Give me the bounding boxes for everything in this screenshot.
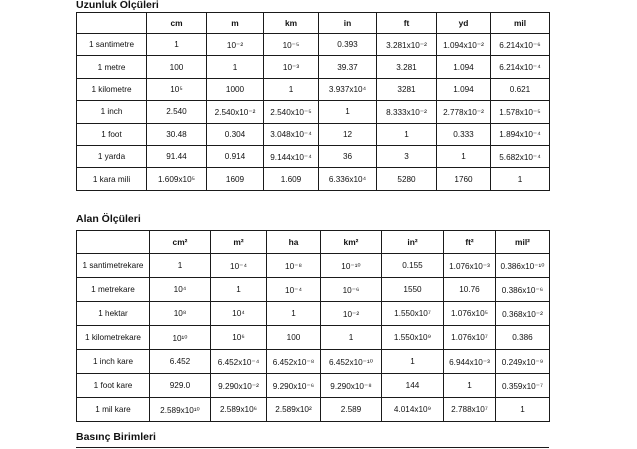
table-row <box>77 254 550 278</box>
value-cell: 1.609x10⁵ <box>147 168 207 190</box>
value-cell: 1 <box>321 326 382 350</box>
table-row <box>77 350 550 374</box>
value-cell: 2.589 <box>321 398 382 422</box>
value-cell: 36 <box>319 145 377 167</box>
value-cell: 6.944x10⁻³ <box>444 350 496 374</box>
value-cell: 8.333x10⁻² <box>377 101 437 123</box>
value-cell: 1 <box>147 34 207 56</box>
length-header-row <box>77 13 550 34</box>
table-row <box>77 168 550 190</box>
unit-header-cell: mil² <box>496 231 550 254</box>
value-cell: 1 <box>444 374 496 398</box>
row-label-cell: 1 inch <box>77 101 147 123</box>
length-table <box>76 12 550 191</box>
value-cell: 12 <box>319 123 377 145</box>
table-row <box>77 101 550 123</box>
unit-header-cell: ft² <box>444 231 496 254</box>
value-cell: 1550 <box>382 278 444 302</box>
value-cell: 0.386x10⁻¹⁰ <box>496 254 550 278</box>
value-cell: 1 <box>264 78 319 100</box>
row-label-cell: 1 foot kare <box>77 374 150 398</box>
unit-header-cell: in² <box>382 231 444 254</box>
unit-header-cell: cm <box>147 13 207 34</box>
value-cell: 3.048x10⁻⁴ <box>264 123 319 145</box>
corner-header-cell <box>77 231 150 254</box>
length-body <box>77 34 550 191</box>
value-cell: 10⁻² <box>207 34 264 56</box>
value-cell: 1.550x10⁹ <box>382 326 444 350</box>
value-cell: 6.336x10⁴ <box>319 168 377 190</box>
row-label-cell: 1 kilometre <box>77 78 147 100</box>
value-cell: 1000 <box>207 78 264 100</box>
value-cell: 0.386 <box>496 326 550 350</box>
value-cell: 2.589x10⁶ <box>211 398 267 422</box>
area-table <box>76 230 550 422</box>
value-cell: 0.914 <box>207 145 264 167</box>
table-row <box>77 374 550 398</box>
value-cell: 10⁻² <box>321 302 382 326</box>
value-cell: 1609 <box>207 168 264 190</box>
pressure-section-title: Basınç Birimleri <box>76 431 156 443</box>
value-cell: 1 <box>207 56 264 78</box>
value-cell: 9.144x10⁻⁴ <box>264 145 319 167</box>
value-cell: 6.452x10⁻⁸ <box>267 350 321 374</box>
table-row <box>77 78 550 100</box>
row-label-cell: 1 santimetrekare <box>77 254 150 278</box>
row-label-cell: 1 kara mili <box>77 168 147 190</box>
row-label-cell: 1 metrekare <box>77 278 150 302</box>
value-cell: 0.393 <box>319 34 377 56</box>
unit-header-cell: ha <box>267 231 321 254</box>
value-cell: 100 <box>147 56 207 78</box>
value-cell: 1.894x10⁻⁴ <box>491 123 550 145</box>
value-cell: 1 <box>319 101 377 123</box>
length-section-title: Uzunluk Ölçüleri <box>76 0 159 11</box>
unit-header-cell: m <box>207 13 264 34</box>
value-cell: 929.0 <box>150 374 211 398</box>
value-cell: 2.788x10⁷ <box>444 398 496 422</box>
table-row <box>77 278 550 302</box>
pressure-table-top-rule <box>76 447 549 448</box>
value-cell: 1.550x10⁷ <box>382 302 444 326</box>
value-cell: 0.368x10⁻² <box>496 302 550 326</box>
value-cell: 1.609 <box>264 168 319 190</box>
value-cell: 10⁴ <box>211 302 267 326</box>
value-cell: 6.452 <box>150 350 211 374</box>
value-cell: 6.452x10⁻⁴ <box>211 350 267 374</box>
row-label-cell: 1 inch kare <box>77 350 150 374</box>
table-row <box>77 145 550 167</box>
value-cell: 6.214x10⁻⁴ <box>491 56 550 78</box>
value-cell: 1.094 <box>437 78 491 100</box>
value-cell: 1.076x10⁵ <box>444 302 496 326</box>
area-header-row <box>77 231 550 254</box>
unit-header-cell: mil <box>491 13 550 34</box>
value-cell: 39.37 <box>319 56 377 78</box>
value-cell: 144 <box>382 374 444 398</box>
value-cell: 5.682x10⁻⁴ <box>491 145 550 167</box>
value-cell: 3 <box>377 145 437 167</box>
value-cell: 1 <box>496 398 550 422</box>
table-row <box>77 123 550 145</box>
value-cell: 9.290x10⁻² <box>211 374 267 398</box>
value-cell: 3281 <box>377 78 437 100</box>
value-cell: 10⁻⁵ <box>264 34 319 56</box>
value-cell: 1 <box>437 145 491 167</box>
table-row <box>77 326 550 350</box>
row-label-cell: 1 metre <box>77 56 147 78</box>
unit-header-cell: in <box>319 13 377 34</box>
value-cell: 1 <box>150 254 211 278</box>
value-cell: 3.281x10⁻² <box>377 34 437 56</box>
value-cell: 0.386x10⁻⁶ <box>496 278 550 302</box>
value-cell: 10⁸ <box>150 302 211 326</box>
value-cell: 91.44 <box>147 145 207 167</box>
value-cell: 2.778x10⁻² <box>437 101 491 123</box>
value-cell: 0.359x10⁻⁷ <box>496 374 550 398</box>
unit-header-cell: ft <box>377 13 437 34</box>
value-cell: 0.304 <box>207 123 264 145</box>
value-cell: 6.452x10⁻¹⁰ <box>321 350 382 374</box>
value-cell: 0.621 <box>491 78 550 100</box>
unit-header-cell: km <box>264 13 319 34</box>
value-cell: 1.578x10⁻⁵ <box>491 101 550 123</box>
value-cell: 100 <box>267 326 321 350</box>
value-cell: 3.937x10⁴ <box>319 78 377 100</box>
value-cell: 1 <box>211 278 267 302</box>
value-cell: 1.094x10⁻² <box>437 34 491 56</box>
value-cell: 1 <box>377 123 437 145</box>
table-row <box>77 34 550 56</box>
unit-header-cell: yd <box>437 13 491 34</box>
row-label-cell: 1 kilometrekare <box>77 326 150 350</box>
table-row <box>77 302 550 326</box>
value-cell: 10⁻⁸ <box>267 254 321 278</box>
value-cell: 30.48 <box>147 123 207 145</box>
value-cell: 3.281 <box>377 56 437 78</box>
value-cell: 10⁻⁴ <box>267 278 321 302</box>
value-cell: 10⁶ <box>211 326 267 350</box>
value-cell: 5280 <box>377 168 437 190</box>
value-cell: 2.540 <box>147 101 207 123</box>
value-cell: 9.290x10⁻⁶ <box>267 374 321 398</box>
value-cell: 1.094 <box>437 56 491 78</box>
value-cell: 1 <box>267 302 321 326</box>
row-label-cell: 1 mil kare <box>77 398 150 422</box>
unit-header-cell: cm² <box>150 231 211 254</box>
area-body <box>77 254 550 422</box>
value-cell: 1.076x10⁷ <box>444 326 496 350</box>
value-cell: 1.076x10⁻³ <box>444 254 496 278</box>
value-cell: 10⁻⁶ <box>321 278 382 302</box>
value-cell: 2.540x10⁻⁵ <box>264 101 319 123</box>
area-section-title: Alan Ölçüleri <box>76 213 141 225</box>
value-cell: 10⁻³ <box>264 56 319 78</box>
value-cell: 2.540x10⁻² <box>207 101 264 123</box>
value-cell: 4.014x10⁹ <box>382 398 444 422</box>
value-cell: 0.155 <box>382 254 444 278</box>
value-cell: 9.290x10⁻⁸ <box>321 374 382 398</box>
value-cell: 1 <box>382 350 444 374</box>
value-cell: 10⁻¹⁰ <box>321 254 382 278</box>
corner-header-cell <box>77 13 147 34</box>
value-cell: 10⁵ <box>147 78 207 100</box>
row-label-cell: 1 hektar <box>77 302 150 326</box>
value-cell: 10⁻⁴ <box>211 254 267 278</box>
table-row <box>77 398 550 422</box>
value-cell: 10⁴ <box>150 278 211 302</box>
row-label-cell: 1 santimetre <box>77 34 147 56</box>
value-cell: 10.76 <box>444 278 496 302</box>
value-cell: 2.589x10² <box>267 398 321 422</box>
unit-header-cell: m² <box>211 231 267 254</box>
value-cell: 2.589x10¹⁰ <box>150 398 211 422</box>
value-cell: 0.249x10⁻⁹ <box>496 350 550 374</box>
value-cell: 10¹⁰ <box>150 326 211 350</box>
table-row <box>77 56 550 78</box>
value-cell: 6.214x10⁻⁶ <box>491 34 550 56</box>
unit-header-cell: km² <box>321 231 382 254</box>
value-cell: 0.333 <box>437 123 491 145</box>
value-cell: 1 <box>491 168 550 190</box>
row-label-cell: 1 yarda <box>77 145 147 167</box>
value-cell: 1760 <box>437 168 491 190</box>
row-label-cell: 1 foot <box>77 123 147 145</box>
